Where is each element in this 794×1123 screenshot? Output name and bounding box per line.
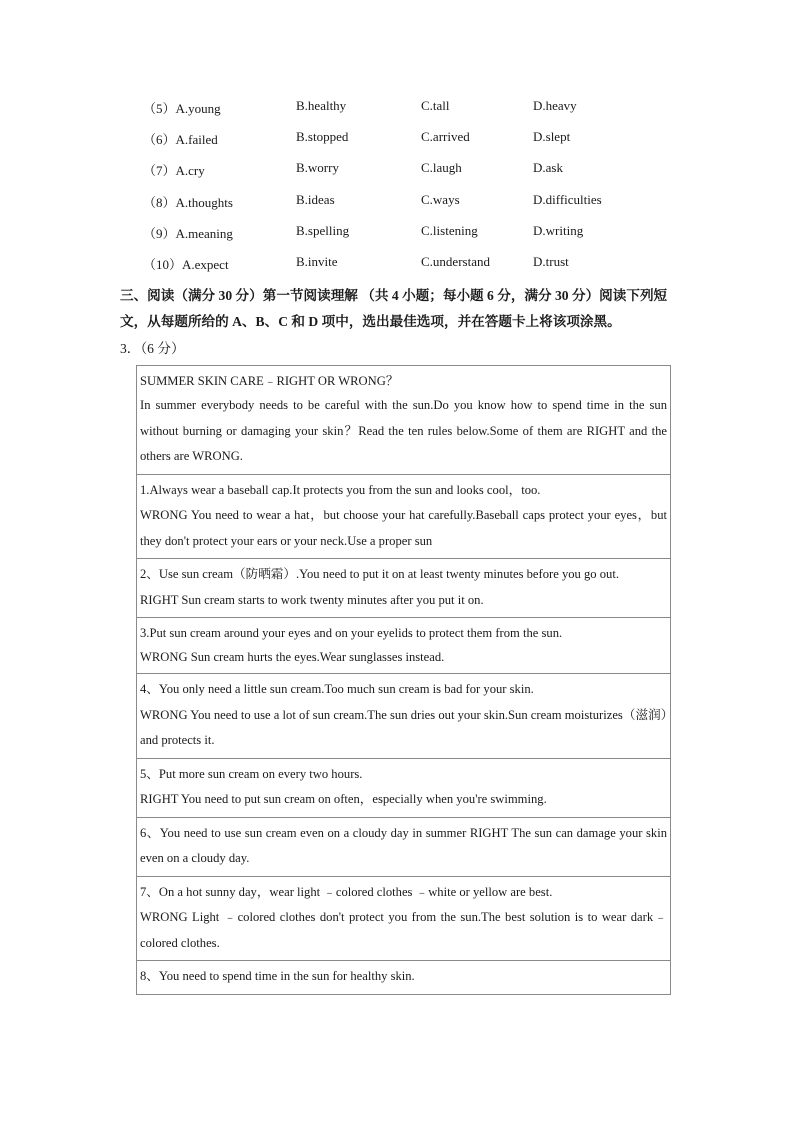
option-d: D.difficulties — [533, 191, 602, 207]
rule-row — [137, 674, 671, 759]
option-row-8 — [0, 186, 794, 217]
rule-statement: 2、Use sun cream（防晒霜）.You need to put it on at least twenty minutes before you go out. — [140, 567, 619, 581]
answer-options — [0, 92, 794, 279]
option-row-5 — [0, 92, 794, 123]
option-b: B.worry — [296, 160, 339, 176]
section-heading: 三、阅读（满分 30 分）第一节阅读理解 （共 4 小题；每小题 6 分，满分 30 分）阅读下列短文，从每题所给的 A、B、C 和 D 项中，选出最佳选项，并在答题卡上将该项涂黑。 — [120, 288, 668, 329]
option-row-10 — [0, 248, 794, 279]
option-c: C.laugh — [421, 160, 462, 176]
question-number: 3．（6 分） — [120, 341, 185, 356]
rule-statement: 7、On a hot sunny day，wear light ﹣colored clothes ﹣white or yellow are best. — [140, 884, 553, 899]
option-a: （10）A.expect — [143, 256, 229, 272]
option-b: B.healthy — [296, 98, 347, 113]
rule-answer: RIGHT Sun cream starts to work twenty minutes after you put it on. — [140, 592, 484, 607]
rule-row — [137, 559, 671, 618]
option-a: （9）A.meaning — [143, 225, 233, 241]
option-c: C.understand — [421, 253, 490, 269]
rule-answer: WRONG Light ﹣colored clothes don't protect you from the sun.The best solution is to wear dark﹣colored clothes. — [140, 910, 667, 950]
option-c: C.listening — [421, 222, 478, 238]
rule-row — [137, 876, 671, 961]
option-c: C.ways — [421, 191, 460, 207]
rule-answer: WRONG Sun cream hurts the eyes.Wear sunglasses instead. — [140, 650, 445, 664]
option-c: C.arrived — [421, 129, 470, 145]
option-a: （8）A.thoughts — [143, 194, 233, 210]
option-d: D.heavy — [533, 98, 577, 113]
rule-statement: 6、You need to use sun cream even on a cloudy day in summer RIGHT The sun can damage your skin even on a cloudy day. — [140, 825, 667, 865]
rule-statement: 5、Put more sun cream on every two hours. — [140, 766, 363, 781]
option-b: B.stopped — [296, 129, 349, 145]
option-d: D.slept — [533, 129, 571, 145]
option-d: D.trust — [533, 253, 569, 269]
option-d: D.ask — [533, 160, 563, 176]
option-d: D.writing — [533, 222, 584, 238]
option-row-7 — [0, 154, 794, 185]
option-row-9 — [0, 217, 794, 248]
option-a: （6）A.failed — [143, 132, 218, 148]
rule-row — [137, 618, 671, 674]
rule-statement: 1.Always wear a baseball cap.It protects you from the sun and looks cool，too. — [140, 482, 541, 497]
rule-answer: RIGHT You need to put sun cream on often，especially when you're swimming. — [140, 792, 547, 806]
passage-table — [136, 365, 671, 995]
rule-answer: WRONG You need to use a lot of sun cream.The sun dries out your skin.Sun cream moisturizes（滋润）and protects it. — [140, 707, 667, 747]
option-a: （5）A.young — [143, 101, 221, 116]
passage-title: SUMMER SKIN CARE﹣RIGHT OR WRONG？ — [140, 374, 399, 388]
rule-row — [137, 961, 671, 995]
rule-row — [137, 817, 671, 876]
passage-intro-row — [137, 366, 671, 475]
option-b: B.invite — [296, 253, 338, 269]
passage-intro: In summer everybody needs to be careful with the sun.Do you know how to spend time in the sun without burning or damaging your skin？Read the ten rules below.Some of them are RIGHT and the others are WRONG. — [140, 398, 667, 463]
rule-statement: 4、You only need a little sun cream.Too much sun cream is bad for your skin. — [140, 682, 534, 696]
rule-statement: 8、You need to spend time in the sun for healthy skin. — [140, 969, 415, 983]
option-a: （7）A.cry — [143, 163, 205, 179]
option-row-6 — [0, 123, 794, 154]
option-b: B.spelling — [296, 222, 350, 238]
rule-row — [137, 474, 671, 559]
rule-answer: WRONG You need to wear a hat，but choose your hat carefully.Baseball caps protect your eyes，but they don't protect your ears or your neck.Use a proper sun — [140, 508, 667, 548]
option-b: B.ideas — [296, 191, 335, 207]
rule-statement: 3.Put sun cream around your eyes and on your eyelids to protect them from the sun. — [140, 626, 563, 640]
rule-row — [137, 758, 671, 817]
option-c: C.tall — [421, 98, 450, 113]
